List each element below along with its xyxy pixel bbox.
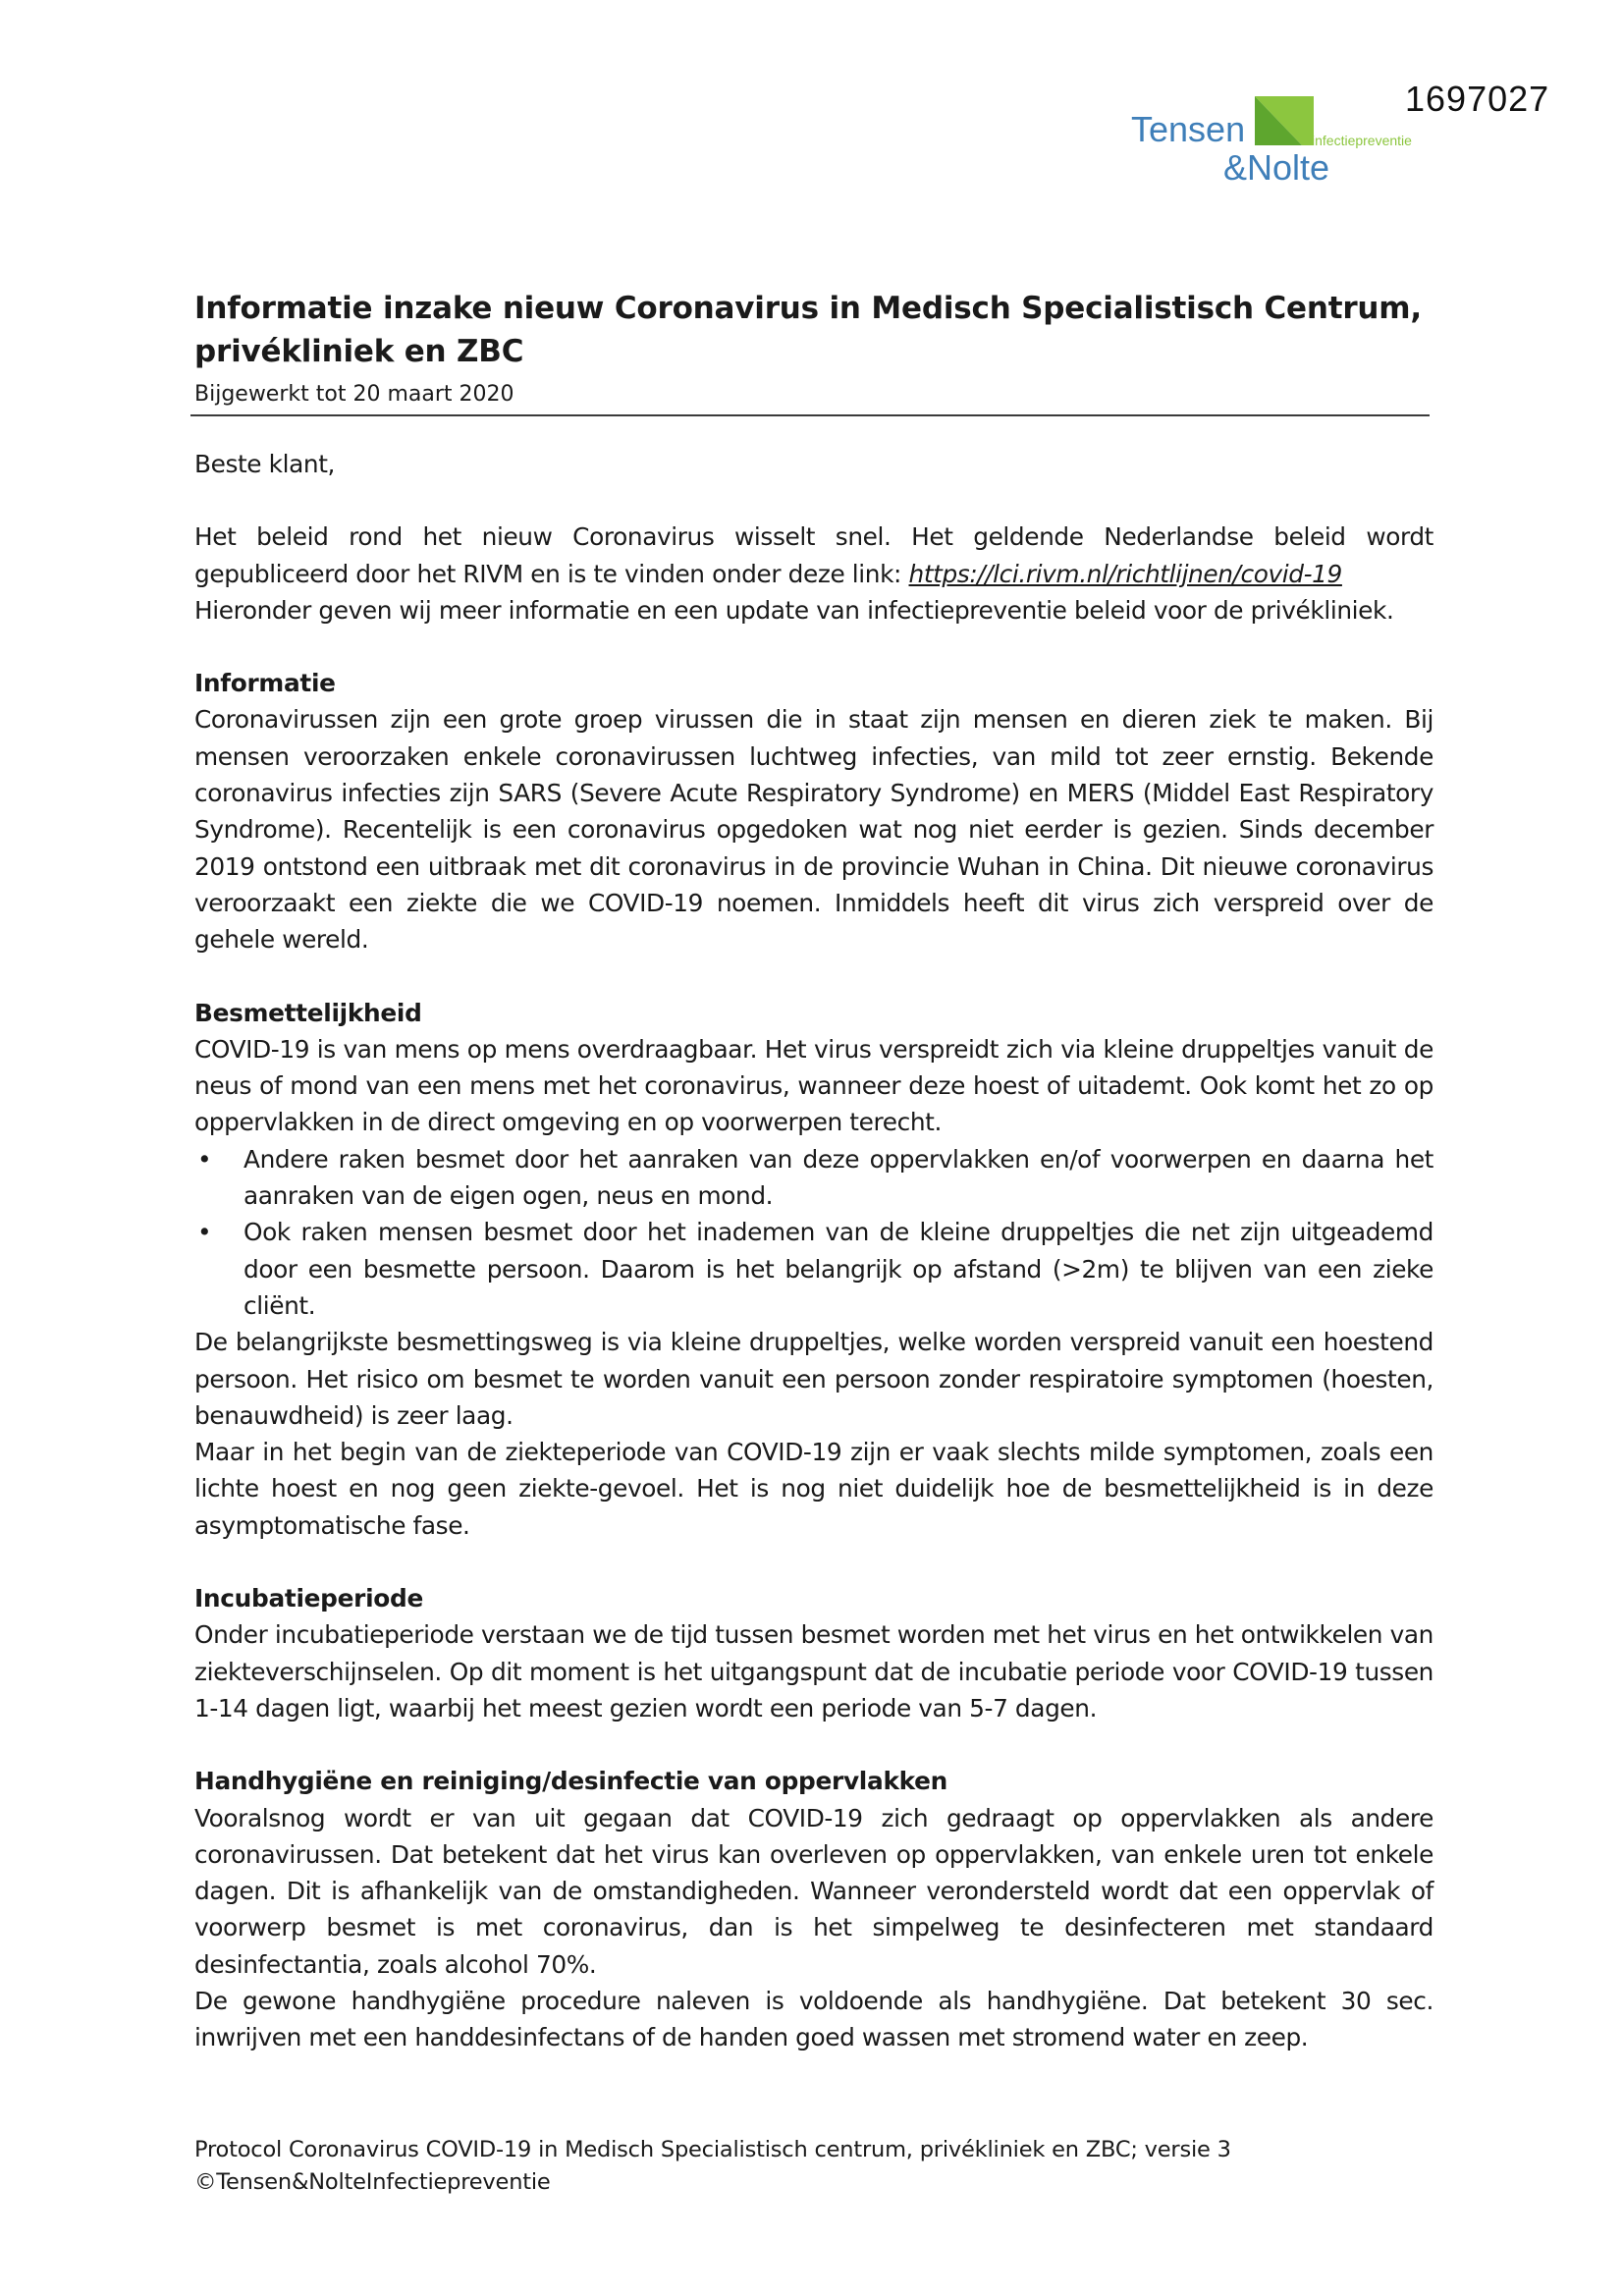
section-besmettelijkheid <box>194 995 1433 1544</box>
logo-tagline: infectiepreventie <box>1312 133 1412 148</box>
bullet-icon: • <box>197 1218 212 1247</box>
bullet-icon: • <box>197 1144 212 1174</box>
section-incubatie <box>194 1580 1433 1726</box>
list-item-text: Ook raken mensen besmet door het inademen van de kleine druppeltjes die net zijn uitgeademd door een besmette persoon. Daarom is het belangrijk op afstand (>2m) te blijven van een zieke cliënt. <box>243 1218 1433 1320</box>
section-intro-besmettelijkheid: COVID-19 is van mens op mens overdraagbaar. Het virus verspreidt zich via kleine druppeltjes vanuit de neus of mond van een mens met het coronavirus, wanneer deze hoest of uitademt. Ook komt het zo op oppervlakken in de direct omgeving en op voorwerpen terecht. <box>194 1034 1433 1137</box>
rivm-link[interactable]: https://lci.rivm.nl/richtlijnen/covid-19 <box>908 559 1342 588</box>
section-paragraph: De belangrijkste besmettingsweg is via kleine druppeltjes, welke worden verspreid vanuit een hoestend persoon. Het risico om besmet te worden vanuit een persoon zonder respiratoire symptomen (hoesten, benauwdheid) is zeer laag. <box>194 1328 1433 1430</box>
section-informatie <box>194 665 1433 957</box>
document-subtitle: Bijgewerkt tot 20 maart 2020 <box>194 382 514 407</box>
greeting: Beste klant, <box>194 450 336 478</box>
bullet-list <box>194 1141 1433 1324</box>
section-heading-handhygiene: Handhygiëne en reiniging/desinfectie van oppervlakken <box>194 1767 948 1796</box>
company-logo <box>1127 94 1433 189</box>
list-item-text: Andere raken besmet door het aanraken van deze oppervlakken en/of voorwerpen en daarna het aanraken van de eigen ogen, neus en mond. <box>243 1144 1433 1211</box>
document-title: Informatie inzake nieuw Coronavirus in Medisch Specialistisch Centrum, privékliniek en ZBC <box>194 291 1422 369</box>
document-id: 1697027 <box>1405 79 1550 119</box>
section-paragraph: Maar in het begin van de ziekteperiode van COVID-19 zijn er vaak slechts milde symptomen, zoals een lichte hoest en nog geen ziekte-gevoel. Het is nog niet duidelijk hoe de besmettelijkheid is in deze asymptomatische fase. <box>194 1438 1433 1540</box>
page-footer <box>194 2134 1231 2199</box>
footer-protocol-line: Protocol Coronavirus COVID-19 in Medisch Specialistisch centrum, privékliniek en ZBC; versie 3 <box>194 2137 1231 2162</box>
section-heading-informatie: Informatie <box>194 669 336 698</box>
list-item <box>194 1214 1433 1324</box>
intro-text-after: Hieronder geven wij meer informatie en een update van infectiepreventie beleid voor de privékliniek. <box>194 595 1394 625</box>
section-heading-besmettelijkheid: Besmettelijkheid <box>194 998 422 1027</box>
section-paragraph: De gewone handhygiëne procedure naleven is voldoende als handhygiëne. Dat betekent 30 sec. inwrijven met een handdesinfectans of de handen goed wassen met stromend water en zeep. <box>194 1986 1433 2052</box>
tensen-nolte-logo-image <box>1127 94 1433 189</box>
section-body-incubatie: Onder incubatieperiode verstaan we de tijd tussen besmet worden met het virus en het ontwikkelen van ziekteverschijnselen. Op dit moment is het uitgangspunt dat de incubatie periode voor COVID-19 tussen 1-14 dagen ligt, waarbij het meest gezien wordt een periode van 5-7 dagen. <box>194 1620 1433 1722</box>
section-handhygiene <box>194 1763 1433 2055</box>
logo-word-nolte: &Nolte <box>1223 147 1330 188</box>
list-item <box>194 1141 1433 1215</box>
section-heading-incubatie: Incubatieperiode <box>194 1584 423 1613</box>
section-body-informatie: Coronavirussen zijn een grote groep virussen die in staat zijn mensen en dieren ziek te maken. Bij mensen veroorzaken enkele coronavirussen luchtweg infecties, van mild tot zeer ernstig. Bekende coronavirus infecties zijn SARS (Severe Acute Respiratory Syndrome) en MERS (Middel East Respiratory Syndrome). Recentelijk is een coronavirus opgedoken wat nog niet eerder is gezien. Sinds december 2019 ontstond een uitbraak met dit coronavirus in de provincie Wuhan in China. Dit nieuwe coronavirus veroorzaakt een ziekte die we COVID-19 noemen. Inmiddels heeft dit virus zich verspreid over de gehele wereld. <box>194 705 1433 955</box>
intro-text: Het beleid rond het nieuw Coronavirus wisselt snel. Het geldende Nederlandse beleid wordt gepubliceerd door het RIVM en is te vinden onder deze link: <box>194 522 1433 588</box>
title-divider <box>190 414 1430 416</box>
footer-copyright: ©Tensen&NolteInfectiepreventie <box>194 2169 551 2195</box>
document-body <box>194 287 1433 2056</box>
section-paragraph: Vooralsnog wordt er van uit gegaan dat COVID-19 zich gedraagt op oppervlakken als andere coronavirussen. Dat betekent dat het virus kan overleven op oppervlakken, van enkele uren tot enkele dagen. Dit is afhankelijk van de omstandigheden. Wanneer verondersteld wordt dat een oppervlak of voorwerp besmet is met coronavirus, dan is het simpelweg te desinfecteren met standaard desinfectantia, zoals alcohol 70%. <box>194 1803 1433 1979</box>
logo-word-tensen: Tensen <box>1131 109 1246 149</box>
intro-paragraph <box>194 519 1433 629</box>
